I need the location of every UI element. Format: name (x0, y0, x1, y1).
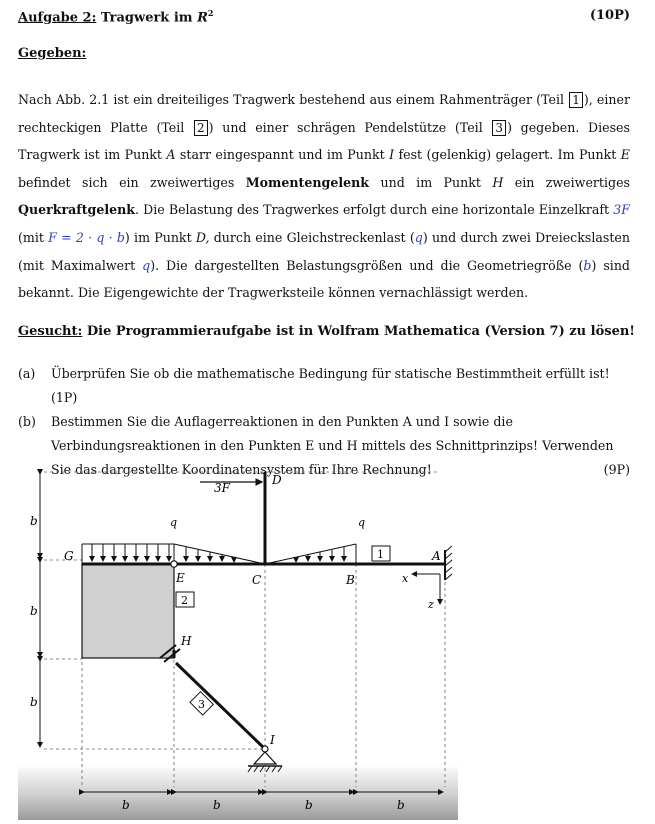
task-item-a: (a) Überprüfen Sie ob die mathematische Bedingung für statische Bestimmtheit erfüllt ist!(1P) (18, 366, 610, 405)
force-symbol: 3F (613, 202, 630, 218)
label-I: I (270, 733, 275, 747)
space-symbol: R (197, 10, 208, 26)
label-E: E (176, 571, 185, 585)
label-B: B (346, 573, 355, 587)
dim-v1: b (30, 514, 38, 528)
dim-h2: b (213, 798, 221, 812)
space-exponent: 2 (207, 8, 214, 18)
task-title: Tragwerk im (100, 10, 193, 26)
triangle-load-right (265, 544, 356, 564)
plate-part-2 (82, 564, 174, 658)
label-D: D (272, 473, 282, 487)
dim-h1: b (122, 798, 130, 812)
load-q-left: q (170, 516, 178, 529)
label-G: G (64, 549, 74, 563)
dim-h3: b (305, 798, 313, 812)
label-C: C (252, 573, 262, 587)
axis-z-label: z (428, 598, 434, 611)
part-1-tag-text: 1 (377, 548, 384, 561)
label-H: H (181, 634, 192, 648)
part-2-box: 2 (194, 120, 208, 136)
label-A: A (432, 549, 441, 563)
structure-figure (0, 462, 655, 820)
dim-h4: b (397, 798, 405, 812)
force-formula: F = 2 · q · b (48, 229, 125, 245)
task-item-b: (b) Bestimmen Sie die Auflagerreaktionen in den Punkten A und I sowie die Verbindungsreaktionen in den Punkten E und H mittels des Schnittprinzips! Verwenden Sie das dargestellte Koordinatensystem für Ihre Rechnung! (9P) (18, 414, 630, 477)
part-2-tag-text: 2 (181, 594, 188, 607)
given-heading: Gegeben: (18, 46, 87, 61)
part-3-box: 3 (492, 120, 506, 136)
task-header (18, 8, 630, 25)
given-paragraph: Nach Abb. 2.1 ist ein dreiteiliges Tragwerk bestehend aus einem Rahmenträger (Teil 1 ), einer rechteckigen Platte (Teil 2 ) und einer schrägen Pendelstütze (Teil 3 ) gegeben. Dieses Tragwerk ist im Punkt A starr eingespannt und im Punkt I fest (gelenkig) gelagert. Im Punkt E befindet sich ein zweiwertiges Momentengelenk und im Punkt H ein zweiwertiges Querkraftgelenk. Die Belastung des Tragwerkes erfolgt durch eine horizontale Einzelkraft 3F (mit F = 2 · q · b) im Punkt D, durch eine Gleichstreckenlast (q) und durch zwei Dreieckslasten (mit Maximalwert q). Die dargestellten Belastungsgrößen und die Geometriegröße (b) sind bekannt. Die Eigengewichte der Tragwerksteile können vernachlässigt werden. (18, 92, 630, 301)
task-points: (10P) (589, 8, 630, 23)
uniform-load (82, 544, 174, 564)
dim-v3: b (30, 695, 38, 709)
load-q-right: q (358, 516, 366, 529)
pendulum-strut (176, 663, 265, 749)
force-3f-label: 3F (214, 481, 230, 495)
triangle-load-left (174, 544, 265, 564)
dim-v2: b (30, 604, 38, 618)
part-3-tag-text: 3 (198, 698, 205, 711)
sought-heading: Gesucht: Die Programmieraufgabe ist in Wolfram Mathematica (Version 7) zu lösen! (18, 324, 635, 339)
axis-x-label: x (402, 572, 409, 585)
fixed-support-A (445, 546, 452, 580)
part-1-box: 1 (569, 92, 583, 108)
task-label: Aufgabe 2: (18, 10, 97, 26)
hinge-E (171, 561, 177, 567)
